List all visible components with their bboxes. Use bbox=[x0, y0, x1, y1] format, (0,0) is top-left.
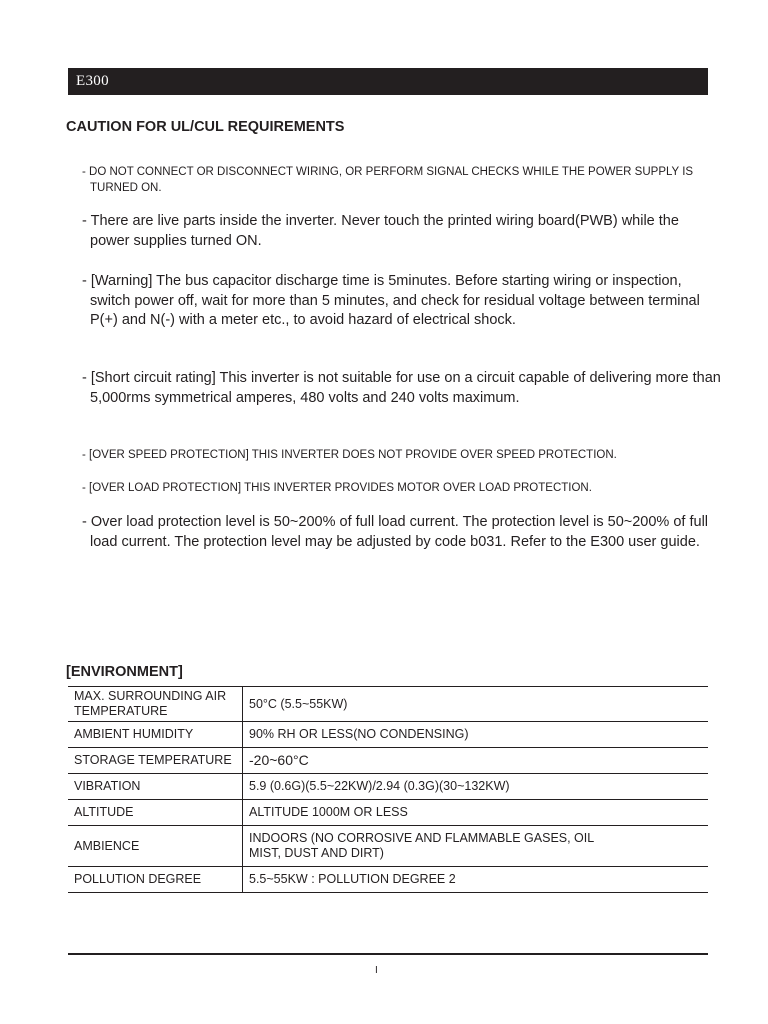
caution-note: - [Short circuit rating] This inverter is not suitable for use on a circuit capable of delivering more than 5,000rms symmetrical amperes, 480 volts and 240 volts maximum. bbox=[82, 370, 721, 406]
caution-note: - [OVER SPEED PROTECTION] THIS INVERTER DOES NOT PROVIDE OVER SPEED PROTECTION. bbox=[82, 449, 617, 461]
table-row bbox=[68, 800, 708, 826]
env-value: 90% RH OR LESS(NO CONDENSING) bbox=[249, 727, 469, 741]
caution-note: - There are live parts inside the inverter. Never touch the printed wiring board(PWB) while the power supplies turned ON. bbox=[82, 213, 679, 249]
environment-title: [ENVIRONMENT] bbox=[66, 664, 183, 680]
env-value: 5.9 (0.6G)(5.5~22KW)/2.94 (0.3G)(30~132KW) bbox=[249, 779, 510, 793]
table-row bbox=[68, 687, 708, 722]
env-label: VIBRATION bbox=[68, 774, 243, 800]
caution-note: - DO NOT CONNECT OR DISCONNECT WIRING, OR PERFORM SIGNAL CHECKS WHILE THE POWER SUPPLY IS TURNED ON. bbox=[82, 166, 694, 194]
env-label: STORAGE TEMPERATURE bbox=[68, 748, 243, 774]
env-value: 50°C (5.5~55KW) bbox=[249, 696, 348, 711]
table-row bbox=[68, 748, 708, 774]
footer-rule bbox=[68, 953, 708, 955]
env-value: ALTITUDE 1000M OR LESS bbox=[249, 805, 408, 819]
env-label: MAX. SURROUNDING AIR TEMPERATURE bbox=[68, 687, 243, 722]
caution-title: CAUTION FOR UL/CUL REQUIREMENTS bbox=[66, 119, 345, 135]
env-value: -20~60°C bbox=[249, 752, 309, 768]
env-label: POLLUTION DEGREE bbox=[68, 867, 243, 893]
table-row bbox=[68, 722, 708, 748]
caution-note: - [Warning] The bus capacitor discharge time is 5minutes. Before starting wiring or inspection, switch power off, wait for more than 5 minutes, and check for residual voltage between terminal P(+) and N(-) with a meter etc., to avoid hazard of electrical shock. bbox=[82, 273, 700, 328]
table-row bbox=[68, 826, 708, 867]
header-bar bbox=[68, 68, 708, 95]
env-label: ALTITUDE bbox=[68, 800, 243, 826]
environment-table bbox=[68, 686, 708, 893]
caution-note: - Over load protection level is 50~200% of full load current. The protection level is 50~200% of full load current. The protection level may be adjusted by code b031. Refer to the E300 user guide. bbox=[82, 514, 709, 550]
env-label: AMBIENCE bbox=[68, 826, 243, 867]
caution-note: - [OVER LOAD PROTECTION] THIS INVERTER PROVIDES MOTOR OVER LOAD PROTECTION. bbox=[82, 482, 592, 494]
table-row bbox=[68, 774, 708, 800]
env-value: INDOORS (NO CORROSIVE AND FLAMMABLE GASES, OIL MIST, DUST AND DIRT) bbox=[249, 831, 594, 860]
header-title: E300 bbox=[76, 73, 109, 89]
page-number: I bbox=[375, 965, 378, 976]
env-label: AMBIENT HUMIDITY bbox=[68, 722, 243, 748]
table-row bbox=[68, 867, 708, 893]
env-value: 5.5~55KW : POLLUTION DEGREE 2 bbox=[249, 872, 456, 886]
